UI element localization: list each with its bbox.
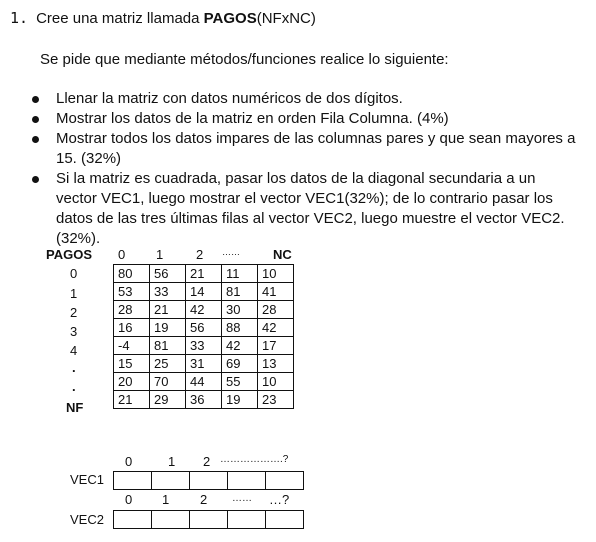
matrix-cell: 53 — [114, 283, 150, 301]
matrix-cell: 42 — [222, 337, 258, 355]
matrix-cell: 16 — [114, 319, 150, 337]
vector-cell — [190, 472, 228, 490]
matrix-row — [114, 301, 294, 319]
matrix-cell: 42 — [186, 301, 222, 319]
requirements-list — [28, 89, 580, 249]
matrix-row-label: NF — [66, 400, 84, 415]
vec2-index: …? — [269, 492, 290, 507]
requirement-item — [28, 109, 580, 129]
matrix-cell: 81 — [222, 283, 258, 301]
matrix-cell: 19 — [150, 319, 186, 337]
intro-text: Se pide que mediante métodos/funciones realice lo siguiente: — [40, 51, 449, 68]
vector-cell — [114, 472, 152, 490]
vector-row — [114, 511, 304, 529]
exercise-number: 1. — [10, 9, 29, 27]
vec1-vector — [113, 471, 304, 490]
matrix-cell: 33 — [186, 337, 222, 355]
matrix-cell: 15 — [114, 355, 150, 373]
bullet-icon — [32, 116, 39, 123]
matrix-cell: 81 — [150, 337, 186, 355]
matrix-cell: 28 — [258, 301, 294, 319]
vec2-index: …… — [232, 493, 252, 504]
bullet-icon — [32, 96, 39, 103]
requirement-item — [28, 129, 580, 169]
vector-cell — [266, 511, 304, 529]
title-prefix: Cree una matriz llamada — [36, 10, 204, 27]
matrix-cell: 56 — [150, 265, 186, 283]
matrix-cell: 10 — [258, 265, 294, 283]
matrix-cell: 70 — [150, 373, 186, 391]
matrix-row-label: . — [72, 379, 76, 394]
matrix-name: PAGOS — [203, 10, 257, 27]
matrix-cell: -4 — [114, 337, 150, 355]
vector-cell — [152, 511, 190, 529]
matrix-row — [114, 355, 294, 373]
matrix-cell: 44 — [186, 373, 222, 391]
matrix-col-header: NC — [273, 247, 292, 262]
bullet-icon — [32, 176, 39, 183]
vec2-index: 2 — [200, 492, 208, 507]
matrix-row — [114, 319, 294, 337]
vec1-index: 1 — [168, 454, 176, 469]
vec2-index: 1 — [162, 492, 170, 507]
matrix-row-label: . — [72, 360, 76, 375]
matrix-row — [114, 265, 294, 283]
matrix-row-label: 2 — [70, 305, 78, 320]
matrix-cell: 13 — [258, 355, 294, 373]
matrix-col-header: 0 — [118, 247, 126, 262]
matrix-cell: 41 — [258, 283, 294, 301]
title-suffix: (NFxNC) — [256, 10, 316, 27]
vector-row — [114, 472, 304, 490]
requirement-text: Si la matriz es cuadrada, pasar los datos de la diagonal secundaria a un vector VEC1, luego mostrar el vector VEC1(32%); de lo contrario pasar los datos de las tres últimas filas al vector VEC2, luego muestre el vector VEC2. (32%). — [56, 170, 565, 247]
matrix-cell: 31 — [186, 355, 222, 373]
requirement-item — [28, 169, 580, 249]
matrix-cell: 36 — [186, 391, 222, 409]
vector-cell — [266, 472, 304, 490]
vec1-label: VEC1 — [70, 472, 104, 487]
vector-cell — [190, 511, 228, 529]
matrix-row — [114, 391, 294, 409]
requirement-item — [28, 89, 580, 109]
requirement-text: Mostrar todos los datos impares de las columnas pares y que sean mayores a 15. (32%) — [56, 130, 576, 167]
matrix-cell: 19 — [222, 391, 258, 409]
matrix-cell: 23 — [258, 391, 294, 409]
requirement-text: Mostrar los datos de la matriz en orden Fila Columna. (4%) — [56, 110, 449, 127]
matrix-col-header: 1 — [156, 247, 164, 262]
vec1-index: 0 — [125, 454, 133, 469]
matrix-cell: 28 — [114, 301, 150, 319]
vec1-index: ……………….? — [220, 454, 289, 465]
matrix-cell: 21 — [186, 265, 222, 283]
matrix-col-header: …… — [222, 247, 240, 257]
matrix-row-label: 4 — [70, 343, 78, 358]
matrix-cell: 33 — [150, 283, 186, 301]
matrix-cell: 21 — [114, 391, 150, 409]
matrix-cell: 30 — [222, 301, 258, 319]
pagos-matrix — [113, 264, 294, 409]
vector-cell — [152, 472, 190, 490]
matrix-corner-label: PAGOS — [46, 247, 92, 262]
matrix-row-label: 1 — [70, 286, 78, 301]
matrix-cell: 14 — [186, 283, 222, 301]
matrix-cell: 17 — [258, 337, 294, 355]
matrix-row — [114, 337, 294, 355]
vec2-vector — [113, 510, 304, 529]
matrix-cell: 88 — [222, 319, 258, 337]
vec1-index: 2 — [203, 454, 211, 469]
matrix-row-label: 0 — [70, 266, 78, 281]
matrix-cell: 29 — [150, 391, 186, 409]
matrix-cell: 25 — [150, 355, 186, 373]
vec2-label: VEC2 — [70, 512, 104, 527]
matrix-col-header: 2 — [196, 247, 204, 262]
matrix-cell: 69 — [222, 355, 258, 373]
matrix-row — [114, 283, 294, 301]
vector-cell — [228, 472, 266, 490]
matrix-cell: 20 — [114, 373, 150, 391]
matrix-cell: 10 — [258, 373, 294, 391]
vec2-index: 0 — [125, 492, 133, 507]
matrix-cell: 11 — [222, 265, 258, 283]
vector-cell — [114, 511, 152, 529]
exercise-title — [10, 9, 316, 27]
matrix-cell: 80 — [114, 265, 150, 283]
matrix-row — [114, 373, 294, 391]
requirement-text: Llenar la matriz con datos numéricos de dos dígitos. — [56, 90, 403, 107]
matrix-cell: 42 — [258, 319, 294, 337]
matrix-cell: 56 — [186, 319, 222, 337]
matrix-cell: 55 — [222, 373, 258, 391]
vector-cell — [228, 511, 266, 529]
bullet-icon — [32, 136, 39, 143]
matrix-row-label: 3 — [70, 324, 78, 339]
matrix-cell: 21 — [150, 301, 186, 319]
